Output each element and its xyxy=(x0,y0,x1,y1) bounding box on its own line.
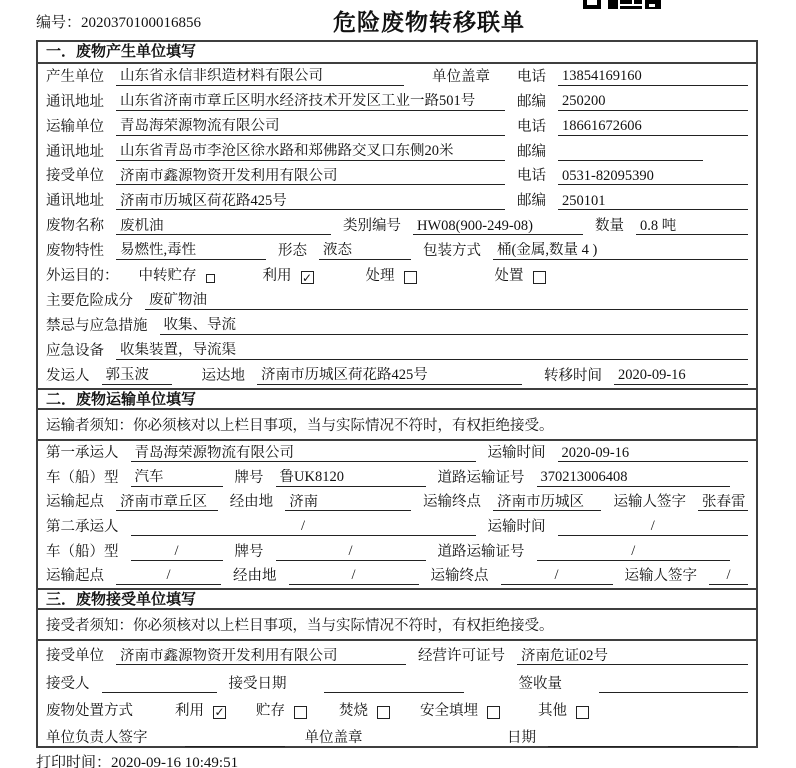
end1-field: 济南市历城区 xyxy=(493,494,601,512)
receiving-unit-field: 济南市鑫源物资开发利用有限公司 xyxy=(116,648,406,666)
receiving-date-label: 接受日期 xyxy=(228,675,287,692)
zip2-label: 邮编 xyxy=(517,143,546,160)
checkbox-other xyxy=(576,706,589,719)
plate1-field: 鲁UK8120 xyxy=(276,469,426,487)
section3-header: 三．废物接受单位填写 xyxy=(38,588,756,610)
equipment-field: 收集装置，导流渠 xyxy=(116,342,748,360)
option-other xyxy=(538,699,589,720)
waste-name-label: 废物名称 xyxy=(46,218,104,235)
checkbox-storage xyxy=(294,706,307,719)
option-label: 处置 xyxy=(494,268,524,285)
option-label: 其他 xyxy=(538,702,567,719)
waste-name-field: 废机油 xyxy=(116,218,331,236)
receiver-label: 接受单位 xyxy=(46,168,104,185)
page-title: 危险废物转移联单 xyxy=(333,10,525,35)
time1-field: 2020-09-16 xyxy=(558,445,749,463)
origin2-label: 运输起点 xyxy=(46,568,104,585)
phone1-label: 电话 xyxy=(517,68,546,85)
receiving-person-field xyxy=(102,692,217,693)
option-label: 焚烧 xyxy=(339,702,368,719)
unit-seal-label: 单位盖章 xyxy=(432,68,490,85)
row-route1 xyxy=(38,490,756,515)
transfer-time-label: 转移时间 xyxy=(544,367,602,384)
license2-label: 道路运输证号 xyxy=(437,543,525,560)
via2-label: 经由地 xyxy=(233,568,277,585)
carrier1-field: 青岛海荣源物流有限公司 xyxy=(131,445,476,463)
checkbox-dispose xyxy=(533,271,546,284)
row-waste-name xyxy=(38,213,756,238)
section2-header: 二．废物运输单位填写 xyxy=(38,388,756,410)
manager-sign-field xyxy=(185,746,285,747)
row-producer xyxy=(38,64,756,89)
end2-field: / xyxy=(501,567,613,585)
zip3-field: 250101 xyxy=(558,193,748,211)
addr3-label: 通讯地址 xyxy=(46,193,104,210)
packing-label: 包装方式 xyxy=(423,243,481,260)
receiver-field: 济南市鑫源物资开发利用有限公司 xyxy=(116,168,505,186)
addr2-field: 山东省青岛市李沧区徐水路和郑佛路交叉口东侧20米 xyxy=(116,143,505,161)
origin1-field: 济南市章丘区 xyxy=(116,494,218,512)
checkbox-incinerate xyxy=(377,706,390,719)
time2-field: / xyxy=(558,518,749,536)
end1-label: 运输终点 xyxy=(423,494,482,511)
via1-label: 经由地 xyxy=(229,494,274,511)
carrier1-label: 第一承运人 xyxy=(46,445,119,462)
print-time-value: 2020-09-16 10:49:51 xyxy=(111,755,239,768)
transporter-field: 青岛海荣源物流有限公司 xyxy=(116,118,505,136)
option-utilize xyxy=(263,264,314,285)
receiver-notice: 接受者须知：你必须核对以上栏目事项，当与实际情况不符时，有权拒绝接受。 xyxy=(38,610,756,641)
transporter-notice: 运输者须知：你必须核对以上栏目事项，当与实际情况不符时，有权拒绝接受。 xyxy=(38,410,756,441)
row-transporter xyxy=(38,114,756,139)
taboo-label: 禁忌与应急措施 xyxy=(46,317,148,334)
serial-label: 编号： xyxy=(36,15,82,31)
license2-field: / xyxy=(537,543,731,561)
qty-label: 数量 xyxy=(595,218,624,235)
destination-label: 运达地 xyxy=(201,367,245,384)
row-route2 xyxy=(38,564,756,589)
via2-field: / xyxy=(289,567,419,585)
phone3-label: 电话 xyxy=(517,168,546,185)
form-label: 形态 xyxy=(278,243,307,260)
zip1-field: 250200 xyxy=(558,93,748,111)
zip3-label: 邮编 xyxy=(517,193,546,210)
plate1-label: 牌号 xyxy=(234,469,264,486)
sign2-field: / xyxy=(709,567,748,585)
producer-field: 山东省永信非织造材料有限公司 xyxy=(116,68,404,86)
row-receiver-address xyxy=(38,188,756,213)
row-vehicle2 xyxy=(38,539,756,564)
origin2-field: / xyxy=(116,567,221,585)
permit-field: 济南危证02号 xyxy=(517,648,748,666)
disposal-label: 废物处置方式 xyxy=(46,702,133,719)
checkbox-utilize: ✓ xyxy=(301,270,313,285)
option-label: 安全填埋 xyxy=(420,702,478,719)
hazard-label: 主要危险成分 xyxy=(46,292,133,309)
option-dispose xyxy=(495,264,546,285)
unit-seal2-label: 单位盖章 xyxy=(304,729,363,746)
row-carrier2 xyxy=(38,514,756,539)
phone1-field: 13854169160 xyxy=(558,68,748,86)
category-label: 类别编号 xyxy=(343,218,401,235)
sign1-field: 张春雷 xyxy=(698,494,748,512)
serial-value: 2020370100016856 xyxy=(81,15,202,31)
print-time-label: 打印时间： xyxy=(36,755,112,768)
form-field: 液态 xyxy=(319,242,411,260)
vehicle2-label: 车（船）型 xyxy=(46,543,119,560)
qty-field: 0.8 吨 xyxy=(636,218,748,236)
time2-label: 运输时间 xyxy=(487,518,546,535)
transporter-label: 运输单位 xyxy=(46,118,104,135)
manifest-table xyxy=(36,40,758,748)
receiving-date-field xyxy=(324,692,464,693)
option-transfer-storage xyxy=(139,264,215,285)
carrier2-label: 第二承运人 xyxy=(46,518,119,535)
date2-label: 日期 xyxy=(507,729,536,746)
vehicle1-label: 车（船）型 xyxy=(46,469,119,486)
plate2-field: / xyxy=(276,543,426,561)
hazard-field: 废矿物油 xyxy=(145,292,748,310)
row-manager-signature xyxy=(38,723,756,750)
row-purpose xyxy=(38,263,756,288)
character-field: 易燃性,毒性 xyxy=(116,242,266,260)
phone2-field: 18661672606 xyxy=(558,118,748,136)
permit-label: 经营许可证号 xyxy=(418,648,505,665)
row-taboo-measures xyxy=(38,313,756,338)
plate2-label: 牌号 xyxy=(234,543,264,560)
row-vehicle1 xyxy=(38,465,756,490)
via1-field: 济南 xyxy=(285,494,411,512)
category-field: HW08(900-249-08) xyxy=(413,218,583,236)
option-incinerate xyxy=(339,699,390,720)
taboo-field: 收集、导流 xyxy=(160,317,749,335)
signed-amount-label: 签收量 xyxy=(518,675,562,692)
checkbox-transfer-storage xyxy=(206,274,215,283)
checkbox-landfill xyxy=(487,706,500,719)
row-consignor xyxy=(38,363,756,388)
zip2-field xyxy=(558,160,703,161)
license1-field: 370213006408 xyxy=(537,469,731,487)
consignor-field: 郭玉波 xyxy=(102,367,172,385)
row-receiving-unit xyxy=(38,641,756,668)
addr1-field: 山东省济南市章丘区明水经济技术开发区工业一路501号 xyxy=(116,93,505,111)
row-carrier1 xyxy=(38,441,756,466)
time1-label: 运输时间 xyxy=(487,445,546,462)
option-label: 贮存 xyxy=(256,702,285,719)
option-label: 利用 xyxy=(262,268,292,285)
date2-field xyxy=(548,746,738,747)
option-label: 处理 xyxy=(365,268,395,285)
checkbox-treat xyxy=(404,271,417,284)
phone3-field: 0531-82095390 xyxy=(558,168,748,186)
checkbox-disposal-utilize: ✓ xyxy=(214,705,225,720)
option-landfill xyxy=(420,699,500,720)
row-disposal-method xyxy=(38,696,756,723)
option-label: 利用 xyxy=(175,702,204,719)
transfer-time-field: 2020-09-16 xyxy=(614,367,748,385)
manager-sign-label: 单位负责人签字 xyxy=(46,729,148,746)
packing-field: 桶(金属,数量 4 ) xyxy=(493,242,748,260)
sign1-label: 运输人签字 xyxy=(613,494,686,511)
serial-number-line xyxy=(36,11,201,32)
end2-label: 运输终点 xyxy=(430,568,489,585)
option-disposal-utilize xyxy=(175,699,226,720)
row-transporter-address xyxy=(38,139,756,164)
carrier2-field: / xyxy=(131,518,476,536)
receiving-unit-label: 接受单位 xyxy=(46,648,104,665)
receiving-person-label: 接受人 xyxy=(46,675,90,692)
addr1-label: 通讯地址 xyxy=(46,93,104,110)
vehicle1-field: 汽车 xyxy=(131,469,223,487)
zip1-label: 邮编 xyxy=(517,93,546,110)
option-storage xyxy=(256,699,307,720)
destination-field: 济南市历城区荷花路425号 xyxy=(257,367,522,385)
consignor-label: 发运人 xyxy=(46,367,90,384)
addr2-label: 通讯地址 xyxy=(46,143,104,160)
row-receiver xyxy=(38,164,756,189)
origin1-label: 运输起点 xyxy=(46,494,104,511)
option-treat xyxy=(366,264,417,285)
row-receiving-person xyxy=(38,668,756,695)
phone2-label: 电话 xyxy=(517,118,546,135)
vehicle2-field: / xyxy=(131,543,223,561)
purpose-label: 外运目的： xyxy=(46,268,119,285)
option-label: 中转贮存 xyxy=(138,268,197,285)
section1-header: 一．废物产生单位填写 xyxy=(38,42,756,64)
equipment-label: 应急设备 xyxy=(46,342,104,359)
license1-label: 道路运输证号 xyxy=(437,469,525,486)
signed-amount-field xyxy=(599,692,748,693)
producer-label: 产生单位 xyxy=(46,68,104,85)
row-emergency-equipment xyxy=(38,338,756,363)
character-label: 废物特性 xyxy=(46,243,104,260)
print-time-line xyxy=(36,751,238,768)
row-hazard-component xyxy=(38,288,756,313)
sign2-label: 运输人签字 xyxy=(624,568,697,585)
row-producer-address xyxy=(38,89,756,114)
row-waste-character xyxy=(38,238,756,263)
addr3-field: 济南市历城区荷花路425号 xyxy=(116,193,505,211)
qr-code-fragment xyxy=(583,0,663,10)
